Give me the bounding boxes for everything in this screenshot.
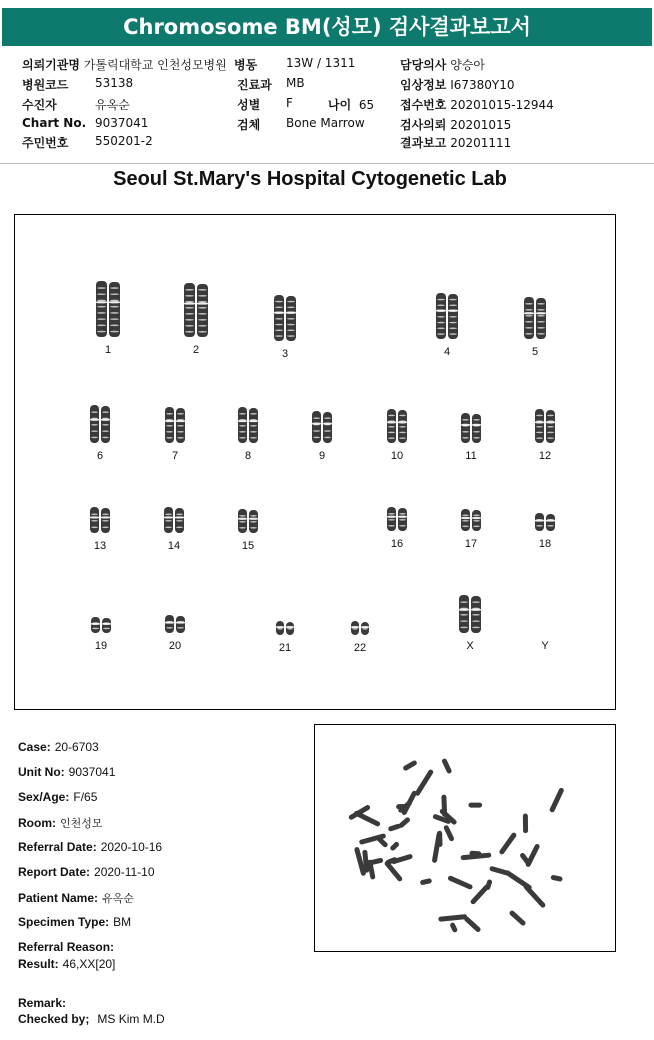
metaphase-chromosomes <box>348 758 565 933</box>
chromosome-label-15: 15 <box>241 540 255 552</box>
sex-label: 성별 <box>237 98 261 112</box>
chromosome-label-16: 16 <box>390 538 404 550</box>
referral-date-label: Referral Date: <box>18 840 97 854</box>
chromosome-pair-6 <box>90 405 111 443</box>
header-divider <box>0 163 654 164</box>
chromosome-label-19: 19 <box>94 640 108 652</box>
age-label: 나이 <box>328 98 352 112</box>
chromosome-label-14: 14 <box>167 540 181 552</box>
chromosome-pair-17 <box>461 509 482 531</box>
chromosome-label-9: 9 <box>318 450 326 462</box>
chromosome-pair-16 <box>387 507 408 531</box>
doctor-label: 담당의사 <box>400 58 447 72</box>
checked-value: MS Kim M.D <box>97 1012 165 1026</box>
chromosome-pair-21 <box>276 621 295 635</box>
chromosome-label-5: 5 <box>531 346 539 358</box>
hospital-code-label: 병원코드 <box>22 78 69 92</box>
chromosome-label-4: 4 <box>443 346 451 358</box>
chromosome-label-6: 6 <box>96 450 104 462</box>
chromosome-pair-12 <box>535 409 556 443</box>
report-date-label: Report Date: <box>18 865 91 879</box>
chromosome-label-18: 18 <box>538 538 552 550</box>
report-date-value: 2020-11-10 <box>94 865 155 879</box>
report-title: Chromosome BM(성모) 검사결과보고서 <box>2 8 652 46</box>
karyogram <box>14 214 616 710</box>
institution-value: 가톨릭대학교 인천성모병원 <box>83 58 227 72</box>
unit-value: 9037041 <box>68 765 116 779</box>
specimen-type-value: BM <box>113 915 132 929</box>
unit-label: Unit No: <box>18 765 65 779</box>
referral-date-value: 2020-10-16 <box>100 840 163 854</box>
chromosome-pair-11 <box>461 413 482 443</box>
chromosome-pair-15 <box>238 509 259 533</box>
chromosome-pair-5 <box>524 297 547 339</box>
room-value: 인천성모 <box>60 817 103 830</box>
chromosome-label-22: 22 <box>353 642 367 654</box>
sexage-label: Sex/Age: <box>18 790 70 804</box>
chromosome-label-Y: Y <box>541 640 549 652</box>
ward-label: 병동 <box>234 58 258 72</box>
metaphase-image <box>315 725 615 951</box>
chromosome-pair-7 <box>165 407 186 443</box>
chromosome-label-12: 12 <box>538 450 552 462</box>
dept-value: MB <box>286 76 305 90</box>
doctor-value: 양승아 <box>450 58 485 72</box>
sexage-value: F/65 <box>73 790 98 804</box>
specimen-value: Bone Marrow <box>286 116 365 130</box>
specimen-label: 검체 <box>237 118 261 132</box>
clinical-value: I67380Y10 <box>450 78 515 92</box>
specimen-type-label: Specimen Type: <box>18 915 110 929</box>
result-report-value: 20201111 <box>450 136 512 150</box>
sex-value: F <box>286 96 293 110</box>
clinical-label: 임상정보 <box>400 78 447 92</box>
chromosome-label-3: 3 <box>281 348 289 360</box>
chromosome-label-10: 10 <box>390 450 404 462</box>
chromosome-pair-3 <box>274 295 297 341</box>
chromosome-pair-1 <box>96 281 121 337</box>
patient-label: 수진자 <box>22 98 57 112</box>
result-label: Result: <box>18 957 59 971</box>
id-label: 주민번호 <box>22 136 69 150</box>
lab-title: Seoul St.Mary's Hospital Cytogenetic Lab <box>113 168 507 190</box>
karyogram-image <box>15 215 617 711</box>
chromosome-label-7: 7 <box>171 450 179 462</box>
chromosome-label-8: 8 <box>244 450 252 462</box>
patient-name-label: Patient Name: <box>18 891 99 905</box>
receipt-label: 접수번호 <box>400 98 447 112</box>
result-report-label: 결과보고 <box>400 136 447 150</box>
metaphase-spread <box>314 724 616 952</box>
chromosome-pair-13 <box>90 507 111 533</box>
age-value: 65 <box>358 98 375 112</box>
chromosome-pair-8 <box>238 407 259 443</box>
request-label: 검사의뢰 <box>400 118 447 132</box>
chart-value: 9037041 <box>95 116 149 130</box>
remark-label: Remark: <box>18 996 67 1010</box>
chromosome-label-21: 21 <box>278 642 292 654</box>
chromosome-label-X: X <box>466 640 474 652</box>
dept-label: 진료과 <box>237 78 272 92</box>
chromosome-pair-14 <box>164 507 185 533</box>
chromosome-label-11: 11 <box>465 450 477 462</box>
ward-value: 13W / 1311 <box>286 56 356 70</box>
chromosome-pair-10 <box>387 409 408 443</box>
patient-value: 유옥순 <box>95 98 130 112</box>
chromosome-label-13: 13 <box>93 540 107 552</box>
receipt-value: 20201015-12944 <box>450 98 554 112</box>
chromosome-label-1: 1 <box>104 344 112 356</box>
chromosome-label-17: 17 <box>464 538 478 550</box>
chromosome-pair-22 <box>351 621 370 635</box>
chart-label: Chart No. <box>22 116 87 130</box>
chromosome-pair-18 <box>535 513 556 531</box>
case-value: 20-6703 <box>54 740 99 754</box>
chromosome-pair-4 <box>436 293 459 339</box>
hospital-code-value: 53138 <box>95 76 134 90</box>
chromosome-pair-9 <box>312 411 333 443</box>
id-value: 550201-2 <box>95 134 153 148</box>
chromosome-pair-2 <box>184 283 209 337</box>
chromosome-pair-19 <box>91 617 112 633</box>
case-label: Case: <box>18 740 51 754</box>
chromosome-pair-X <box>459 595 482 633</box>
chromosome-label-2: 2 <box>192 344 200 356</box>
referral-reason-label: Referral Reason: <box>18 940 115 954</box>
chromosome-pair-20 <box>165 615 186 633</box>
institution-label: 의뢰기관명 <box>22 58 80 72</box>
request-value: 20201015 <box>450 118 512 132</box>
room-label: Room: <box>18 816 56 830</box>
chromosome-label-20: 20 <box>168 640 182 652</box>
checked-label: Checked by; <box>18 1012 90 1026</box>
result-value: 46,XX[20] <box>62 957 116 971</box>
patient-name-value: 유옥순 <box>102 892 134 905</box>
